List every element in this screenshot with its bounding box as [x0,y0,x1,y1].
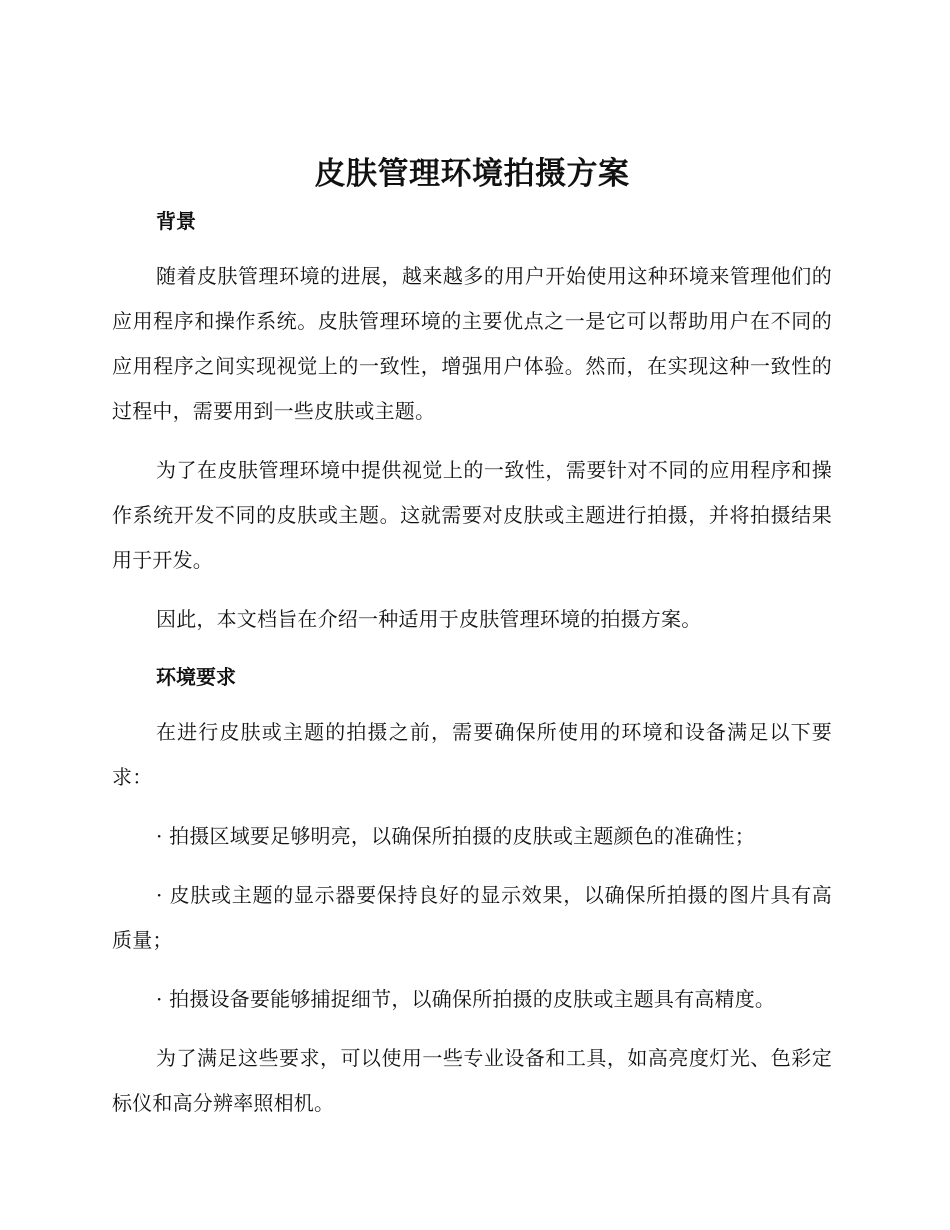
section-heading-background: 背景 [156,209,196,233]
bullet-item: · 皮肤或主题的显示器要保持良好的显示效果，以确保所拍摄的图片具有高质量； [112,883,832,952]
paragraph: 因此，本文档旨在介绍一种适用于皮肤管理环境的拍摄方案。 [156,607,702,631]
document-page [112,148,832,1126]
bullet-item: · 拍摄设备要能够捕捉细节，以确保所拍摄的皮肤或主题具有高精度。 [156,987,776,1011]
document-title: 皮肤管理环境拍摄方案 [314,156,630,192]
paragraph: 在进行皮肤或主题的拍摄之前，需要确保所使用的环境和设备满足以下要求： [112,720,832,789]
bullet-item: · 拍摄区域要足够明亮，以确保所拍摄的皮肤或主题颜色的准确性； [156,824,755,848]
paragraph: 为了在皮肤管理环境中提供视觉上的一致性，需要针对不同的应用程序和操作系统开发不同的皮肤或主题。这就需要对皮肤或主题进行拍摄，并将拍摄结果用于开发。 [112,458,832,572]
section-heading-requirements: 环境要求 [156,665,236,689]
paragraph: 随着皮肤管理环境的进展，越来越多的用户开始使用这种环境来管理他们的应用程序和操作系统。皮肤管理环境的主要优点之一是它可以帮助用户在不同的应用程序之间实现视觉上的一致性，增强用户体验。然而，在实现这种一致性的过程中，需要用到一些皮肤或主题。 [112,264,832,423]
paragraph: 为了满足这些要求，可以使用一些专业设备和工具，如高亮度灯光、色彩定标仪和高分辨率照相机。 [112,1046,832,1115]
